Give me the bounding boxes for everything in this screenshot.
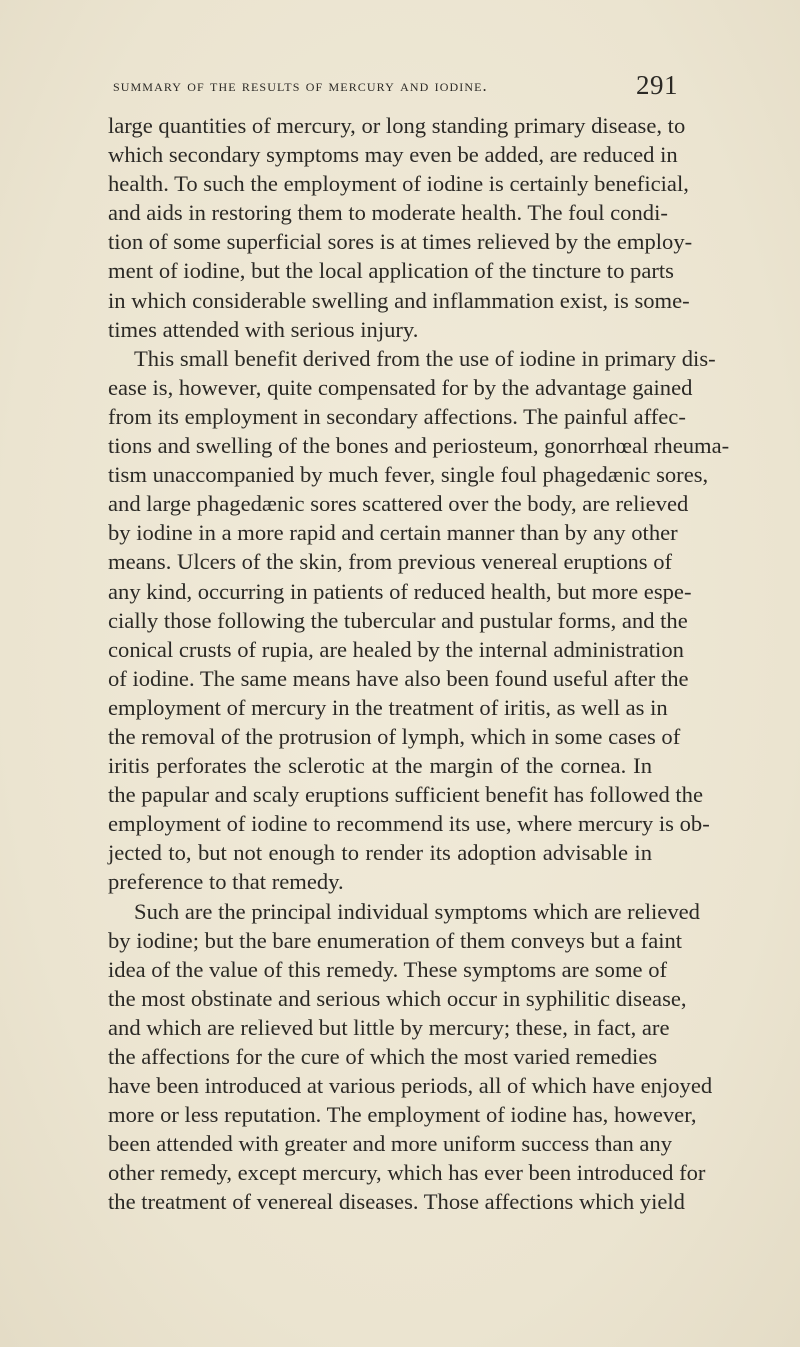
text-line: jected to, but not enough to render its adoption advisable in: [108, 840, 652, 866]
text-line: conical crusts of rupia, are healed by the internal administration: [108, 636, 684, 662]
text-line: health. To such the employment of iodine is certainly beneficial,: [108, 171, 689, 197]
text-line: the affections for the cure of which the most varied remedies: [108, 1044, 658, 1069]
text-line: and aids in restoring them to moderate health. The foul condi-: [108, 200, 668, 226]
text-line: employment of mercury in the treatment of iritis, as well as in: [108, 694, 668, 720]
text-line: Such are the principal individual symptoms which are relieved: [134, 898, 700, 924]
page-number: 291: [636, 70, 678, 100]
text-line: any kind, occurring in patients of reduced health, but more espe-: [108, 578, 692, 604]
text-line: idea of the value of this remedy. These symptoms are some of: [108, 956, 668, 982]
text-line: the papular and scaly eruptions sufficient benefit has followed the: [108, 782, 703, 808]
text-line: more or less reputation. The employment of iodine has, however,: [108, 1102, 697, 1128]
text-line: cially those following the tubercular and pustular forms, and the: [108, 607, 688, 633]
text-line: which secondary symptoms may even be added, are reduced in: [108, 142, 678, 168]
text-line: tion of some superficial sores is at times relieved by the employ-: [108, 229, 693, 255]
text-line: the removal of the protrusion of lymph, which in some cases of: [108, 723, 681, 749]
text-line: by iodine in a more rapid and certain manner than by any other: [108, 520, 678, 546]
text-line: ment of iodine, but the local application of the tincture to parts: [108, 258, 674, 284]
text-line: and large phagedænic sores scattered over the body, are relieved: [108, 491, 689, 517]
text-line: ease is, however, quite compensated for by the advantage gained: [108, 374, 693, 400]
text-line: of iodine. The same means have also been found useful after the: [108, 665, 689, 691]
text-line: preference to that remedy.: [108, 869, 344, 895]
text-line: by iodine; but the bare enumeration of them conveys but a faint: [108, 927, 683, 953]
text-line: iritis perforates the sclerotic at the margin of the cornea. In: [108, 753, 652, 779]
text-line: the most obstinate and serious which occur in syphilitic disease,: [108, 985, 687, 1011]
text-line: been attended with greater and more uniform success than any: [108, 1131, 673, 1157]
running-head: [113, 76, 653, 96]
text-line: times attended with serious injury.: [108, 316, 419, 342]
text-line: tism unaccompanied by much fever, single foul phagedænic sores,: [108, 462, 709, 488]
text-line: means. Ulcers of the skin, from previous venereal eruptions of: [108, 549, 673, 575]
text-line: and which are relieved but little by mercury; these, in fact, are: [108, 1014, 670, 1040]
text-line: from its employment in secondary affections. The painful affec-: [108, 403, 686, 429]
text-line: in which considerable swelling and inflammation exist, is some-: [108, 287, 690, 313]
text-line: This small benefit derived from the use of iodine in primary dis-: [134, 345, 716, 371]
body-text: [108, 111, 730, 1217]
text-line: the treatment of venereal diseases. Those affections which yield: [108, 1189, 685, 1215]
text-line: employment of iodine to recommend its use, where mercury is ob-: [108, 811, 710, 837]
text-line: large quantities of mercury, or long standing primary disease, to: [108, 113, 686, 138]
running-title: summary of the results of mercury and iodine.: [113, 76, 488, 95]
text-line: other remedy, except mercury, which has ever been introduced for: [108, 1160, 706, 1186]
text-line: have been introduced at various periods, all of which have enjoyed: [108, 1073, 713, 1099]
text-line: tions and swelling of the bones and periosteum, gonorrhœal rheuma-: [108, 433, 730, 459]
